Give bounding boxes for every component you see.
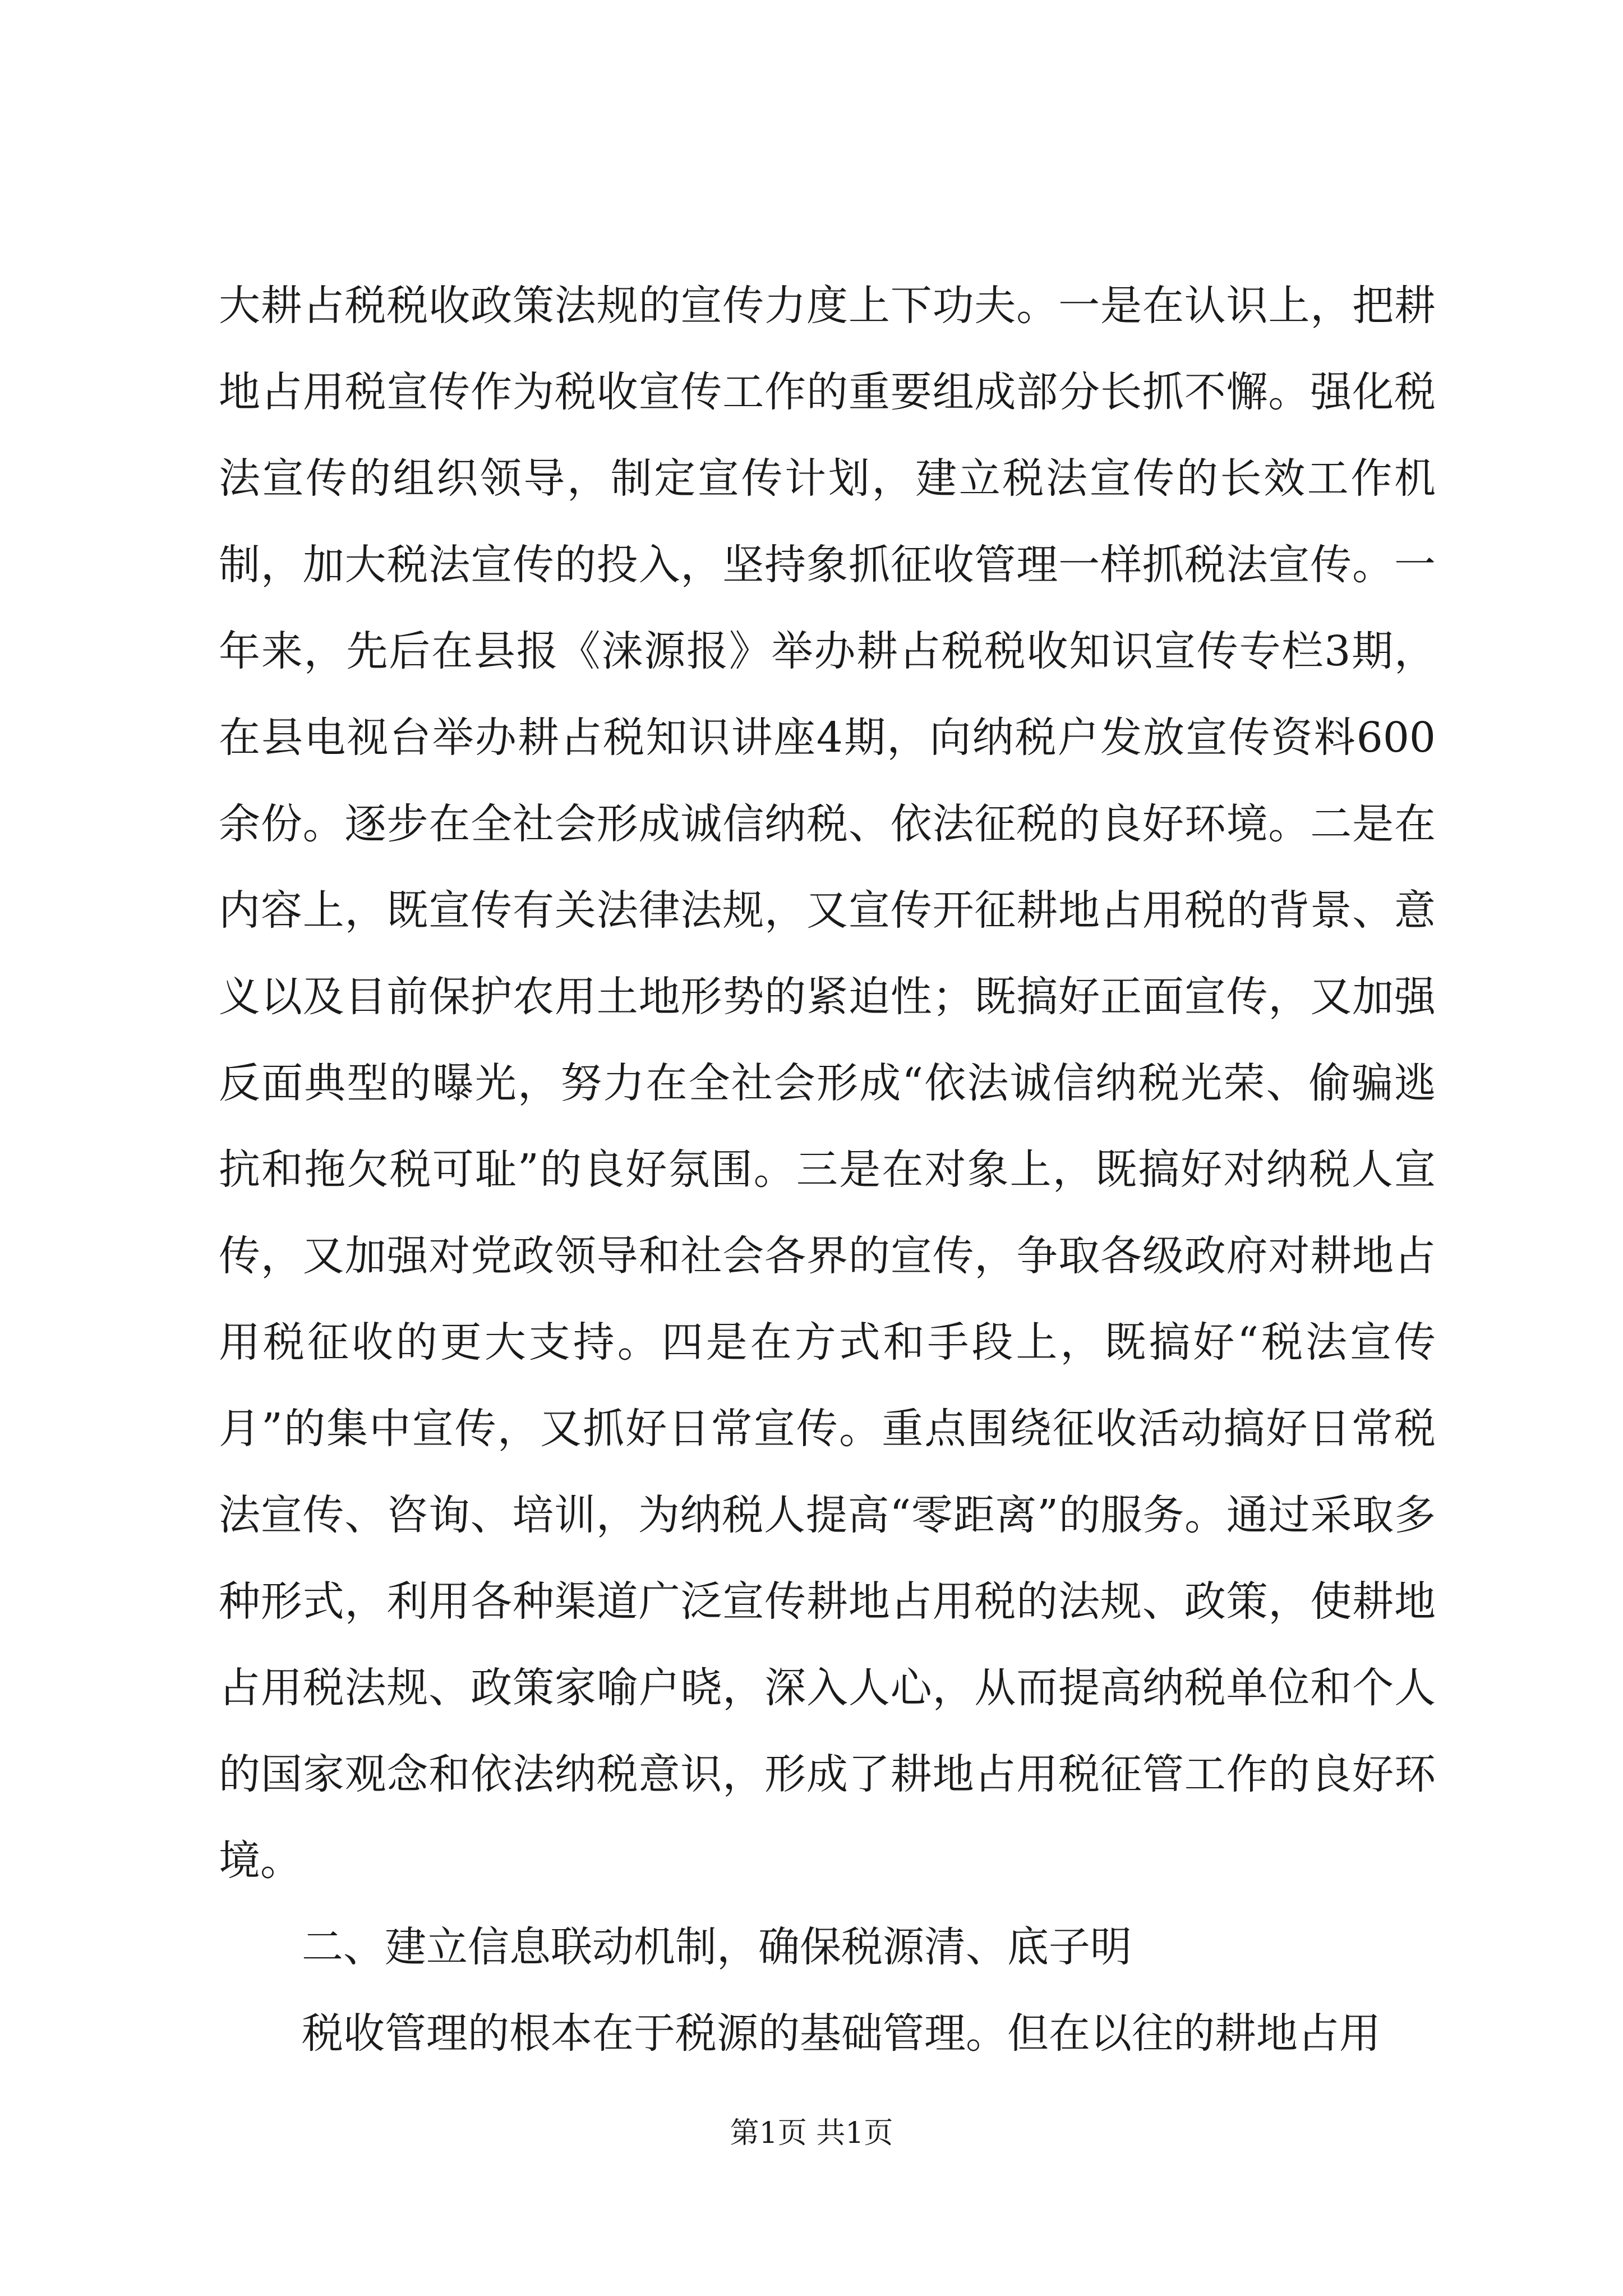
page-footer: 第1页 共1页 xyxy=(730,2116,893,2150)
body-paragraph: 大耕占税税收政策法规的宣传力度上下功夫。一是在认识上，把耕地占用税宣传作为税收宣传工作的重要组成部分长抓不懈。强化税法宣传的组织领导，制定宣传计划，建立税法宣传的长效工作机制，加大税法宣传的投入，坚持象抓征收管理一样抓税法宣传。一年来，先后在县报《涞源报》举办耕占税税收知识宣传专栏3期，在县电视台举办耕占税知识讲座4期，向纳税户发放宣传资料600余份。逐步在全社会形成诚信纳税、依法征税的良好环境。二是在内容上，既宣传有关法律法规，又宣传开征耕地占用税的背景、意义以及目前保护农用土地形势的紧迫性；既搞好正面宣传，又加强反面典型的曝光，努力在全社会形成“依法诚信纳税光荣、偷骗逃抗和拖欠税可耻”的良好氛围。三是在对象上，既搞好对纳税人宣传，又加强对党政领导和社会各界的宣传，争取各级政府对耕地占用税征收的更大支持。四是在方式和手段上，既搞好“税法宣传月”的集中宣传，又抓好日常宣传。重点围绕征收活动搞好日常税法宣传、咨询、培训，为纳税人提高“零距离”的服务。通过采取多种形式，利用各种渠道广泛宣传耕地占用税的法规、政策，使耕地占用税法规、政策家喻户晓，深入人心，从而提高纳税单位和个人的国家观念和依法纳税意识，形成了耕地占用税征管工作的良好环境。 xyxy=(219,282,1436,1885)
section-heading: 二、建立信息联动机制，确保税源清、底子明 xyxy=(302,1923,1132,1971)
body-paragraph: 税收管理的根本在于税源的基础管理。但在以往的耕地占用 xyxy=(302,2009,1381,2058)
document-body xyxy=(219,263,1436,2077)
